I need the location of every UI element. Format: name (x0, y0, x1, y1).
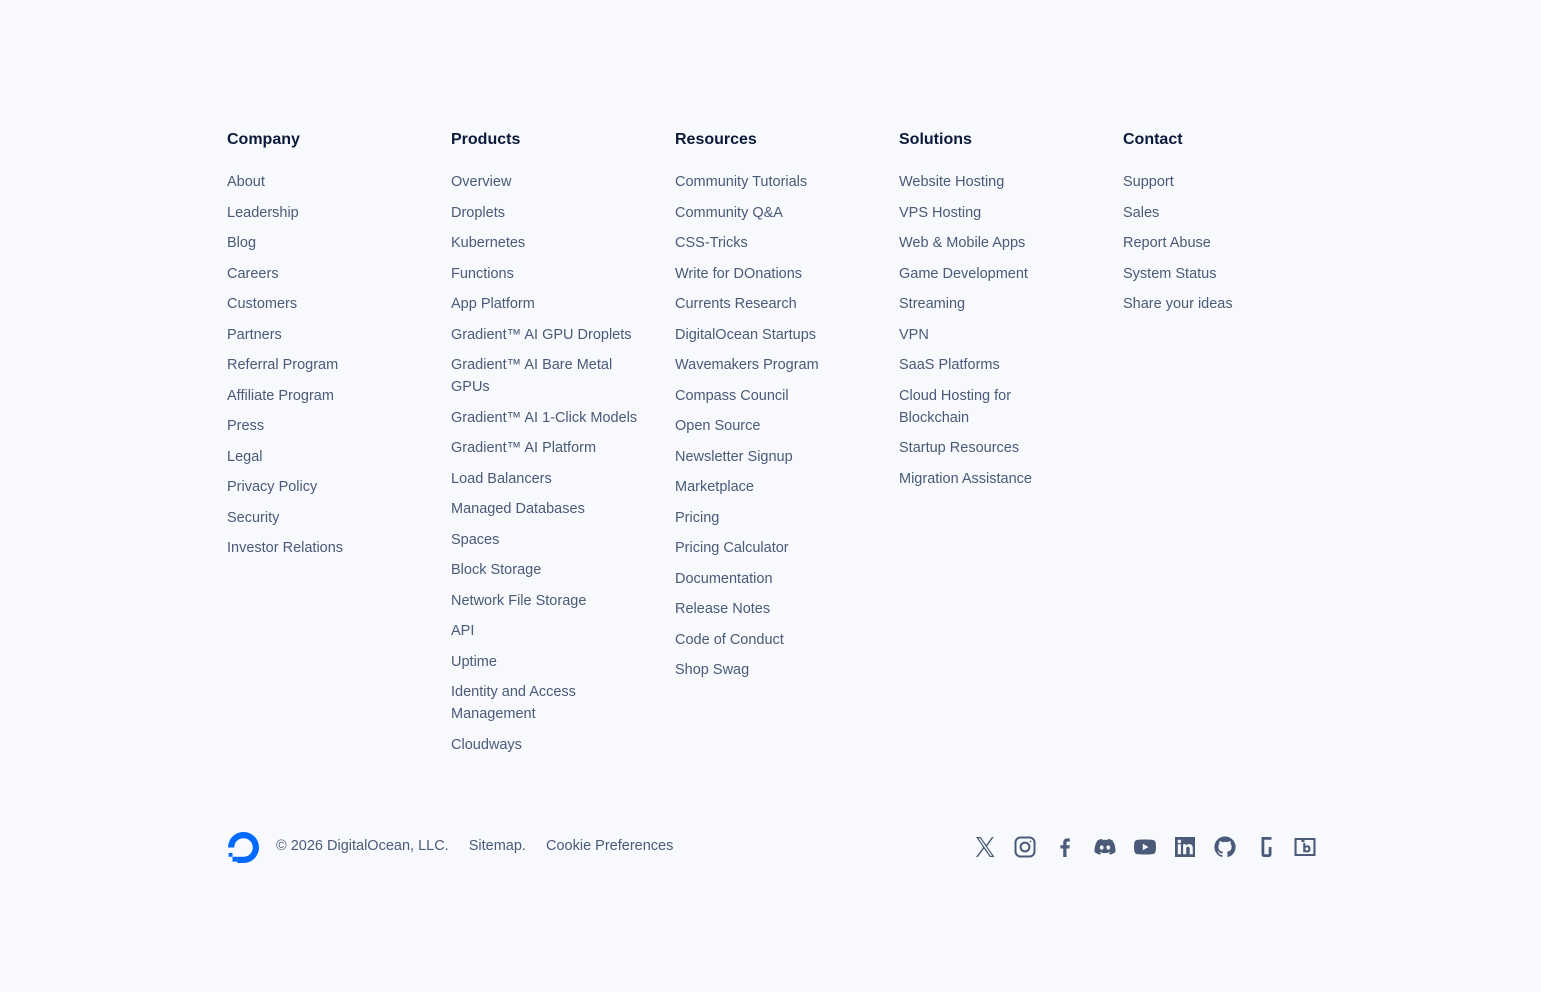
footer-link[interactable]: Support (1123, 174, 1174, 190)
footer-link[interactable]: Gradient™ AI GPU Droplets (451, 326, 632, 343)
builtin-icon[interactable] (1293, 835, 1317, 859)
footer-link-item (675, 507, 885, 529)
footer-link-item (227, 293, 437, 315)
footer-link-item (451, 651, 651, 673)
footer-link-item (227, 263, 437, 285)
footer-link-item (675, 202, 885, 224)
footer-link[interactable]: About (227, 174, 265, 190)
footer-link[interactable]: API (451, 623, 475, 639)
column-heading: Resources (675, 131, 757, 148)
footer-link-item (227, 507, 437, 529)
footer-link-item (675, 263, 885, 285)
footer-link-item (675, 415, 885, 437)
footer-link[interactable]: Marketplace (675, 479, 754, 495)
footer-link[interactable]: VPN (899, 326, 929, 343)
footer-link[interactable]: Block Storage (451, 562, 542, 578)
footer-link-item (899, 202, 1059, 224)
column-heading: Company (227, 131, 300, 148)
footer-column-contact (1123, 130, 1333, 324)
legal-links (276, 838, 689, 854)
column-heading: Contact (1123, 131, 1183, 148)
footer-link-item (451, 734, 651, 756)
link-list (227, 171, 437, 559)
footer-link[interactable]: Currents Research (675, 296, 797, 312)
footer-link[interactable]: SaaS Platforms (899, 357, 1000, 373)
footer-link[interactable]: Compass Council (675, 387, 789, 404)
footer-link[interactable]: Network File Storage (451, 592, 587, 609)
link-list (451, 171, 651, 756)
footer-link-item (899, 171, 1059, 193)
footer-link[interactable]: Gradient™ AI 1-Click Models (451, 409, 638, 426)
footer-link-item (899, 263, 1059, 285)
footer-link-item (675, 598, 885, 620)
footer-link[interactable]: Load Balancers (451, 470, 552, 487)
footer-link-item (675, 232, 885, 254)
x-icon[interactable] (973, 835, 997, 859)
discord-icon[interactable] (1093, 835, 1117, 859)
github-icon[interactable] (1213, 835, 1237, 859)
footer-link-item (675, 629, 885, 651)
footer-link[interactable]: Web & Mobile Apps (899, 235, 1026, 251)
footer-link[interactable]: Privacy Policy (227, 479, 318, 495)
footer-link[interactable]: Blog (227, 235, 257, 251)
footer-link[interactable]: Uptime (451, 653, 497, 670)
column-heading: Products (451, 131, 521, 148)
footer-bottom-bar (227, 830, 1317, 866)
footer-link-item (227, 446, 437, 468)
footer-link[interactable]: App Platform (451, 296, 535, 312)
footer-link[interactable]: Release Notes (675, 601, 771, 617)
footer-link[interactable]: Share your ideas (1123, 296, 1233, 312)
footer-link-item (675, 537, 885, 559)
footer-link[interactable]: System Status (1123, 265, 1217, 282)
footer-link[interactable]: Careers (227, 265, 279, 282)
footer-link[interactable]: Startup Resources (899, 440, 1020, 456)
footer-link[interactable]: Droplets (451, 204, 505, 221)
footer-link-item (675, 171, 885, 193)
footer-link-item (227, 324, 437, 346)
footer-link-item (227, 354, 437, 376)
footer-link-item (899, 468, 1059, 490)
column-heading: Solutions (899, 131, 972, 148)
footer-link-item (227, 171, 437, 193)
footer-link-item (451, 559, 651, 581)
footer-link-item (227, 476, 437, 498)
footer-link-item (451, 498, 651, 520)
footer-link[interactable]: Kubernetes (451, 235, 526, 251)
footer-link-item (227, 537, 437, 559)
footer-link-item (451, 681, 651, 725)
footer-link[interactable]: Website Hosting (899, 174, 1005, 190)
footer-link[interactable]: Pricing Calculator (675, 540, 789, 556)
footer-link-item (227, 202, 437, 224)
link-list (1123, 171, 1333, 315)
footer-link-item (451, 232, 651, 254)
footer-link[interactable]: Cloud Hosting for Blockchain (899, 387, 1012, 426)
footer-link-item (899, 232, 1059, 254)
footer-column-company (227, 130, 437, 568)
footer-link-item (451, 468, 651, 490)
footer-link[interactable]: CSS-Tricks (675, 235, 748, 251)
footer-link[interactable]: Code of Conduct (675, 631, 784, 648)
footer-link[interactable]: Wavemakers Program (675, 357, 819, 373)
footer-link[interactable]: VPS Hosting (899, 204, 982, 221)
footer-link-item (675, 293, 885, 315)
facebook-icon[interactable] (1053, 835, 1077, 859)
footer-link-item (227, 232, 437, 254)
footer-link[interactable]: Functions (451, 265, 514, 282)
footer-link-item (451, 293, 651, 315)
footer-link-item (451, 529, 651, 551)
footer-link[interactable]: Open Source (675, 418, 761, 434)
footer-link[interactable]: Affiliate Program (227, 387, 334, 404)
footer-link[interactable]: Overview (451, 174, 512, 190)
sitemap-link[interactable]: Sitemap. (468, 838, 526, 854)
footer-link-item (1123, 263, 1333, 285)
footer-link-item (227, 385, 437, 407)
footer-link[interactable]: Leadership (227, 204, 299, 221)
footer-link[interactable]: Identity and Access Management (451, 684, 576, 722)
footer-link-item (675, 385, 885, 407)
youtube-icon[interactable] (1133, 835, 1157, 859)
footer-link[interactable]: Migration Assistance (899, 470, 1032, 487)
footer-link-item (451, 263, 651, 285)
footer-link-item (675, 354, 885, 376)
footer-link[interactable]: Legal (227, 448, 263, 465)
footer-link-item (899, 385, 1059, 429)
footer-column-resources (675, 130, 885, 690)
footer-column-products (451, 130, 651, 764)
footer-link[interactable]: Sales (1123, 204, 1160, 221)
footer-link[interactable]: Documentation (675, 570, 773, 587)
footer-link[interactable]: Press (227, 418, 265, 434)
footer-link[interactable]: Pricing (675, 509, 720, 526)
footer-link-item (1123, 171, 1333, 193)
footer-link[interactable]: Managed Databases (451, 501, 585, 517)
footer-link-item (1123, 232, 1333, 254)
copyright-text: © 2026 DigitalOcean, LLC. (276, 838, 449, 854)
link-list (899, 171, 1059, 490)
footer-link-item (1123, 293, 1333, 315)
instagram-icon[interactable] (1013, 835, 1037, 859)
footer-link-item (451, 354, 651, 398)
glassdoor-icon[interactable] (1253, 835, 1277, 859)
footer-link[interactable]: Cloudways (451, 736, 522, 753)
footer-link[interactable]: Report Abuse (1123, 235, 1211, 251)
footer-link[interactable]: Gradient™ AI Platform (451, 440, 597, 456)
social-links (973, 835, 1317, 859)
footer-link[interactable]: Newsletter Signup (675, 448, 793, 465)
footer-column-solutions (899, 130, 1059, 498)
footer-link-item (451, 437, 651, 459)
footer-link[interactable]: Investor Relations (227, 540, 344, 556)
footer-link[interactable]: Game Development (899, 265, 1028, 282)
footer-link[interactable]: Gradient™ AI Bare Metal GPUs (451, 357, 613, 395)
footer-link-item (451, 324, 651, 346)
footer-link[interactable]: DigitalOcean Startups (675, 326, 817, 343)
footer-link-item (675, 568, 885, 590)
link-list (675, 171, 885, 681)
footer-link-item (899, 324, 1059, 346)
footer-link[interactable]: Write for DOnations (675, 265, 803, 282)
footer-link-item (451, 202, 651, 224)
footer-link-item (899, 293, 1059, 315)
footer-link[interactable]: Customers (227, 296, 298, 312)
footer-link-item (451, 590, 651, 612)
footer-link-item (675, 476, 885, 498)
footer-link-item (899, 354, 1059, 376)
footer-link-item (675, 324, 885, 346)
footer-link-item (675, 659, 885, 681)
footer-link[interactable]: Partners (227, 326, 282, 343)
linkedin-icon[interactable] (1173, 835, 1197, 859)
footer-link[interactable]: Community Q&A (675, 204, 783, 221)
footer-link[interactable]: Community Tutorials (675, 174, 808, 190)
digitalocean-logo-icon[interactable] (227, 831, 260, 864)
footer-link[interactable]: Referral Program (227, 357, 339, 373)
footer-link[interactable]: Shop Swag (675, 662, 750, 678)
footer-link-item (227, 415, 437, 437)
footer-link-item (451, 171, 651, 193)
footer-link-item (451, 407, 651, 429)
footer-link-item (899, 437, 1059, 459)
footer-link-item (1123, 202, 1333, 224)
footer-link[interactable]: Security (227, 509, 280, 526)
footer-link[interactable]: Spaces (451, 531, 500, 548)
footer-link-item (451, 620, 651, 642)
footer-link[interactable]: Streaming (899, 296, 966, 312)
footer-link-item (675, 446, 885, 468)
cookie-preferences-link[interactable]: Cookie Preferences (546, 838, 674, 854)
